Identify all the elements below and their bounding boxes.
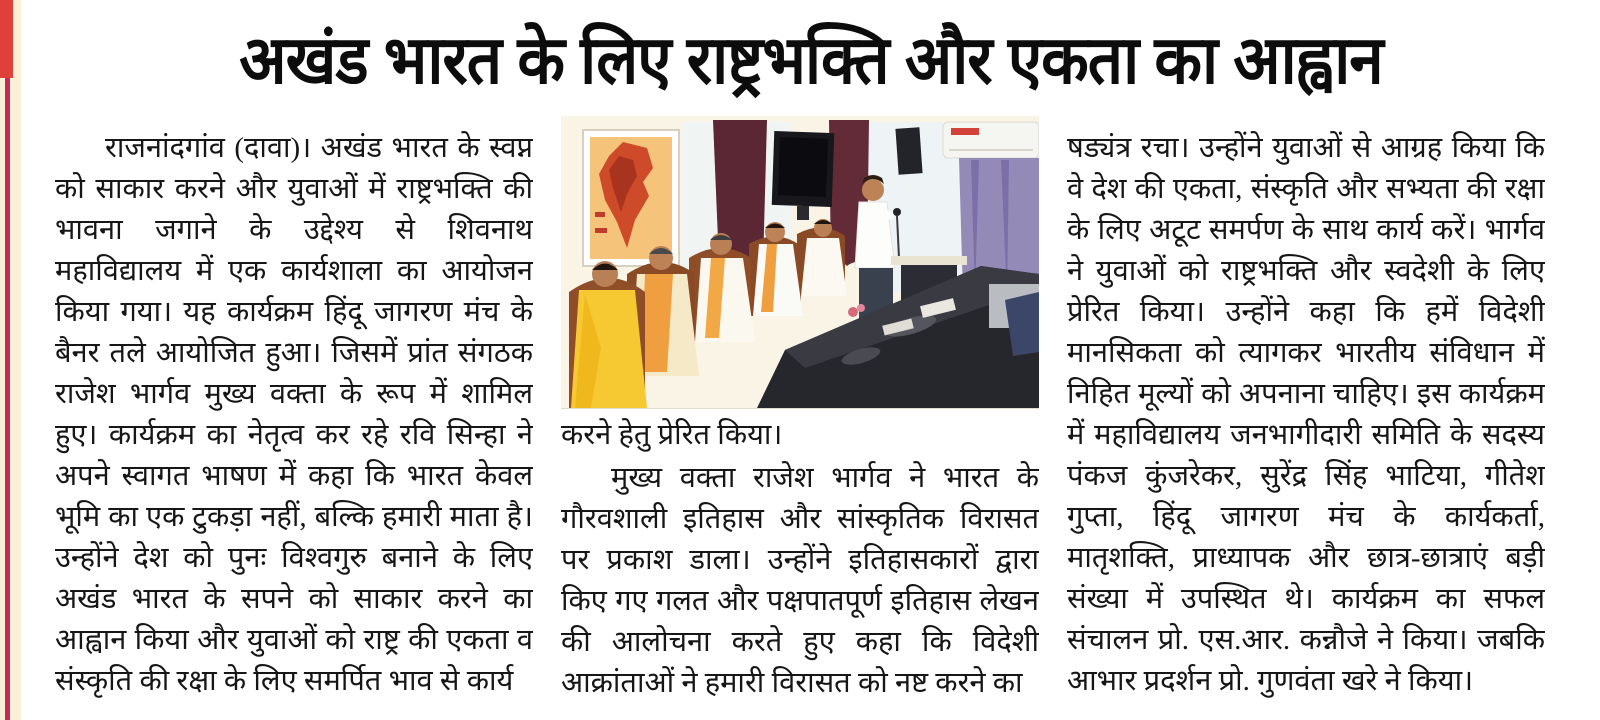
article-column-2 xyxy=(561,116,1039,706)
article-body xyxy=(55,116,1547,706)
page-edge-margin xyxy=(0,0,21,720)
paragraph-continuation: करने हेतु प्रेरित किया। xyxy=(561,419,783,451)
article-photo xyxy=(561,116,1039,408)
page-edge-corner-block xyxy=(0,0,13,78)
paragraph: राजनांदगांव (दावा)। अखंड भारत के स्वप्न को साकार करने और युवाओं में राष्ट्रभक्ति की भावना जगाने के उद्देश्य से शिवनाथ महाविद्यालय में एक कार्यशाला का आयोजन किया गया। यह कार्यक्रम हिंदू जागरण मंच के बैनर तले आयोजित हुआ। जिसमें प्रांत संगठक राजेश भार्गव मुख्य वक्ता के रूप में शामिल हुए। कार्यक्रम का नेतृत्व कर रहे रवि सिन्हा ने अपने स्वागत भाषण में कहा कि भारत केवल भूमि का एक टुकड़ा नहीं, बल्कि हमारी माता है। उन्होंने देश को पुनः विश्वगुरु बनाने के लिए अखंड भारत के सपने को साकार करने का आह्वान किया और युवाओं को राष्ट्र की एकता व संस्कृति की रक्षा के लिए समर्पित भाव से कार्य xyxy=(55,132,533,697)
page-edge-rule xyxy=(5,0,10,720)
photo-wall-speaker xyxy=(895,127,922,175)
article-column-1 xyxy=(55,116,533,706)
article-headline: अखंड भारत के लिए राष्ट्रभक्ति और एकता का आह्वान xyxy=(239,23,1383,98)
photo-ac-unit xyxy=(943,122,1039,158)
paragraph: षड्यंत्र रचा। उन्होंने युवाओं से आग्रह किया कि वे देश की एकता, संस्कृति और सभ्यता की रक्षा के लिए अटूट समर्पण के साथ कार्य करें। भार्गव ने युवाओं को राष्ट्रभक्ति और स्वदेशी के लिए प्रेरित किया। उन्होंने कहा कि हमें विदेशी मानसिकता को त्यागकर भारतीय संविधान में निहित मूल्यों को अपनाना चाहिए। इस कार्यक्रम में महाविद्यालय जनभागीदारी समिति के सदस्य पंकज कुंजरेकर, सुरेंद्र सिंह भाटिया, गीतेश गुप्ता, हिंदू जागरण मंच के कार्यकर्ता, मातृशक्ति, प्राध्यापक और छात्र-छात्राएं बड़ी संख्या में उपस्थित थे। कार्यक्रम का सफल संचालन प्रो. एस.आर. कन्नौजे ने किया। जबकि आभार प्रदर्शन प्रो. गुणवंता खरे ने किया। xyxy=(1067,132,1545,697)
photo-map-painting xyxy=(583,130,679,266)
workshop-photo-illustration xyxy=(561,116,1039,408)
paragraph: मुख्य वक्ता राजेश भार्गव ने भारत के गौरवशाली इतिहास और सांस्कृतिक विरासत पर प्रकाश डाला। उन्होंने इतिहासकारों द्वारा किए गए गलत और पक्षपातपूर्ण इतिहास लेखन की आलोचना करते हुए कहा कि विदेशी आक्रांताओं ने हमारी विरासत को नष्ट करने का xyxy=(561,462,1039,699)
article-column-3 xyxy=(1067,116,1545,706)
